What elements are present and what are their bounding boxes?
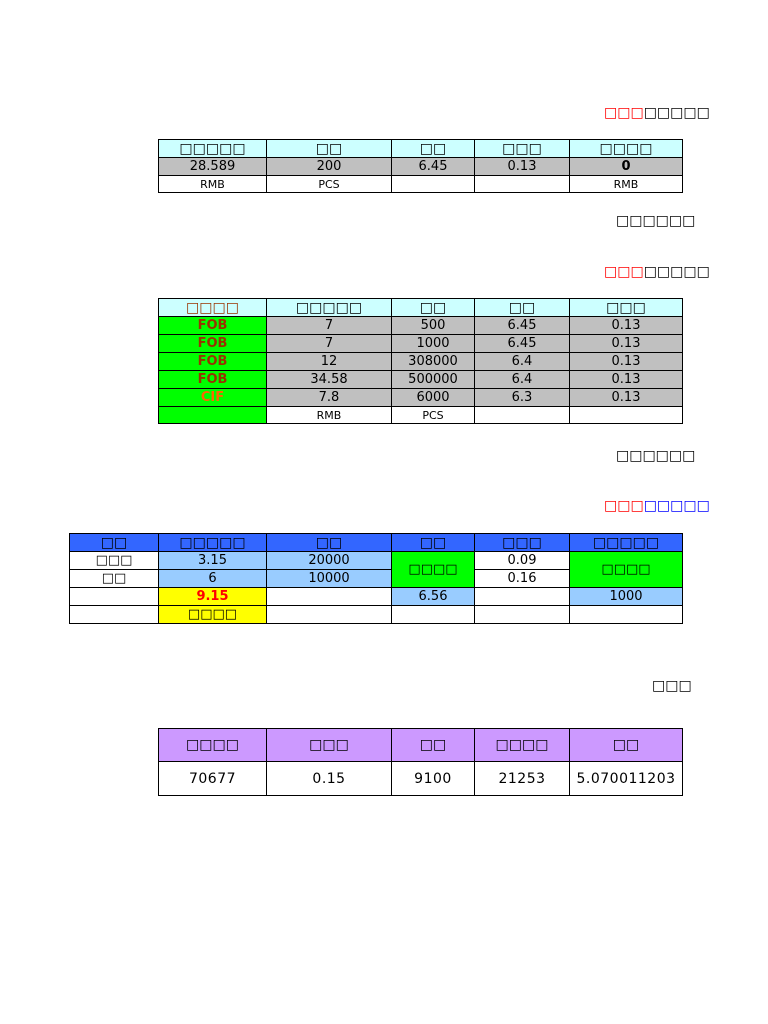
t1-unit [475, 176, 570, 193]
t2-cell[interactable]: 0.13 [570, 353, 683, 371]
table-row [159, 335, 683, 353]
t4-header: □□ [392, 729, 475, 762]
t3-empty[interactable] [392, 606, 475, 624]
t3-total-price[interactable]: 9.15 [159, 588, 267, 606]
t2-cell[interactable]: 7.8 [267, 389, 392, 407]
t3-empty[interactable] [267, 606, 392, 624]
t3-empty[interactable] [267, 588, 392, 606]
t4-header: □□□□ [475, 729, 570, 762]
t4-header: □□□□ [159, 729, 267, 762]
t4-cell[interactable]: 0.15 [267, 762, 392, 796]
t1-unit: PCS [267, 176, 392, 193]
t2-cell[interactable]: 34.58 [267, 371, 392, 389]
t2-cell[interactable]: 0.13 [570, 335, 683, 353]
t2-cell[interactable]: 1000 [392, 335, 475, 353]
t2-cell[interactable]: 6.4 [475, 353, 570, 371]
t2-cell[interactable]: 6.45 [475, 335, 570, 353]
t2-header: □□ [392, 299, 475, 317]
t2-unit [570, 407, 683, 424]
section-title-3 [604, 498, 710, 514]
t2-term[interactable]: FOB [159, 317, 267, 335]
t1-cell[interactable]: 28.589 [159, 158, 267, 176]
t3-empty[interactable] [475, 588, 570, 606]
t3-cell[interactable]: 20000 [267, 552, 392, 570]
t3-empty[interactable] [475, 606, 570, 624]
t2-term[interactable]: FOB [159, 335, 267, 353]
export-calc-table-2 [158, 298, 683, 424]
t2-unit: RMB [267, 407, 392, 424]
section-note-1: □□□□□□ [616, 213, 696, 229]
table-row [70, 552, 683, 570]
t3-merged-rate[interactable]: □□□□ [392, 552, 475, 588]
t2-unit [475, 407, 570, 424]
t2-header: □□ [475, 299, 570, 317]
t1-header: □□□□□ [159, 140, 267, 158]
table-row [159, 317, 683, 335]
section-note-2: □□□□□□ [616, 448, 696, 464]
t2-cell[interactable]: 6.3 [475, 389, 570, 407]
section-title-2-red: □□□ [604, 264, 644, 280]
table-row [159, 762, 683, 796]
t1-header: □□ [267, 140, 392, 158]
t2-term[interactable]: FOB [159, 353, 267, 371]
t1-header: □□□ [475, 140, 570, 158]
t2-cell[interactable]: 500 [392, 317, 475, 335]
t2-term[interactable]: FOB [159, 371, 267, 389]
t3-cell[interactable]: 10000 [267, 570, 392, 588]
section-title-3-red: □□□ [604, 498, 644, 514]
t3-header: □□ [70, 534, 159, 552]
t3-empty[interactable] [570, 606, 683, 624]
t3-empty[interactable] [70, 588, 159, 606]
section-title-1-red: □□□ [604, 105, 644, 121]
t3-header: □□□□□ [570, 534, 683, 552]
t1-header: □□ [392, 140, 475, 158]
t4-cell[interactable]: 5.070011203 [570, 762, 683, 796]
export-calc-table-4 [158, 728, 683, 796]
t1-header: □□□□ [570, 140, 683, 158]
t1-unit [392, 176, 475, 193]
t1-unit: RMB [570, 176, 683, 193]
table-row [70, 588, 683, 606]
t2-cell[interactable]: 12 [267, 353, 392, 371]
t2-cell[interactable]: 6.4 [475, 371, 570, 389]
section-title-4: □□□ [652, 678, 692, 694]
t4-cell[interactable]: 21253 [475, 762, 570, 796]
t1-cell-result[interactable]: 0 [570, 158, 683, 176]
t4-header: □□□ [267, 729, 392, 762]
t3-total-label[interactable]: □□□□ [159, 606, 267, 624]
t2-header: □□□ [570, 299, 683, 317]
t3-total-rate[interactable]: 6.56 [392, 588, 475, 606]
t2-term[interactable]: CIF [159, 389, 267, 407]
t2-cell[interactable]: 6000 [392, 389, 475, 407]
t2-cell[interactable]: 7 [267, 317, 392, 335]
t3-header: □□□ [475, 534, 570, 552]
t2-header: □□□□□ [267, 299, 392, 317]
export-calc-table-1 [158, 139, 683, 193]
t2-cell[interactable]: 6.45 [475, 317, 570, 335]
t2-cell[interactable]: 7 [267, 335, 392, 353]
t2-header: □□□□ [159, 299, 267, 317]
t1-cell[interactable]: 0.13 [475, 158, 570, 176]
table-row [70, 606, 683, 624]
export-calc-table-3 [69, 533, 683, 624]
t3-total-last[interactable]: 1000 [570, 588, 683, 606]
t3-item[interactable]: □□ [70, 570, 159, 588]
t3-item[interactable]: □□□ [70, 552, 159, 570]
section-title-2 [604, 264, 710, 280]
t1-unit: RMB [159, 176, 267, 193]
t1-cell[interactable]: 6.45 [392, 158, 475, 176]
t2-unit: PCS [392, 407, 475, 424]
t3-cell[interactable]: 6 [159, 570, 267, 588]
section-title-3-blue: □□□□□ [643, 498, 710, 514]
section-title-2-rest: □□□□□ [643, 264, 710, 280]
t2-cell[interactable]: 0.13 [570, 389, 683, 407]
t4-cell[interactable]: 70677 [159, 762, 267, 796]
t2-unit [159, 407, 267, 424]
t3-empty[interactable] [70, 606, 159, 624]
t3-merged-last[interactable]: □□□□ [570, 552, 683, 588]
t3-header: □□ [392, 534, 475, 552]
t3-cell[interactable]: 0.09 [475, 552, 570, 570]
table-row [159, 389, 683, 407]
t3-header: □□ [267, 534, 392, 552]
t4-header: □□ [570, 729, 683, 762]
t3-cell[interactable]: 3.15 [159, 552, 267, 570]
t3-header: □□□□□ [159, 534, 267, 552]
t3-cell[interactable]: 0.16 [475, 570, 570, 588]
t2-cell[interactable]: 0.13 [570, 317, 683, 335]
t4-cell[interactable]: 9100 [392, 762, 475, 796]
t2-cell[interactable]: 308000 [392, 353, 475, 371]
table-row [159, 371, 683, 389]
section-title-1 [604, 105, 710, 121]
t2-cell[interactable]: 0.13 [570, 371, 683, 389]
section-title-1-rest: □□□□□ [643, 105, 710, 121]
t1-cell[interactable]: 200 [267, 158, 392, 176]
t2-cell[interactable]: 500000 [392, 371, 475, 389]
table-row [159, 353, 683, 371]
